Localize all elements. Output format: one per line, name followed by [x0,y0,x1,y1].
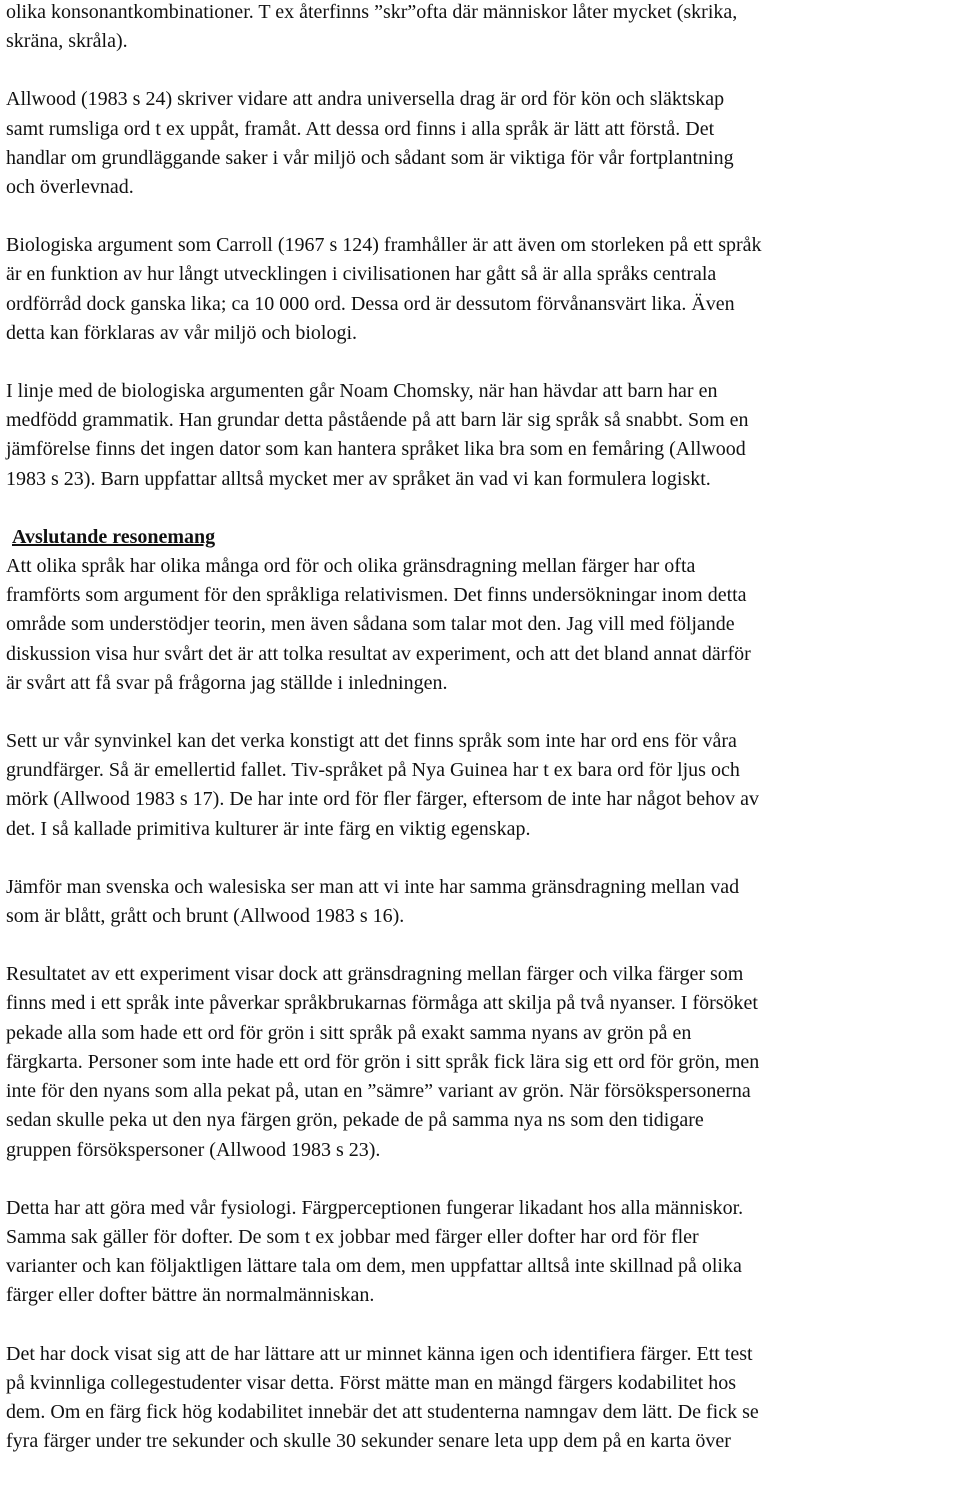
text-line: medfödd grammatik. Han grundar detta påstående på att barn lär sig språk så snabbt. Som en [6,409,749,432]
text-line: och överlevnad. [6,176,134,199]
text-line: samt rumsliga ord t ex uppåt, framåt. Att dessa ord finns i alla språk är lätt att förstå. Det [6,117,715,140]
text-line: mörk (Allwood 1983 s 17). De har inte ord för fler färger, eftersom de inte har något behov av [6,788,760,811]
text-line: jämförelse finns det ingen dator som kan hantera språket lika bra som en femåring (Allwood [6,438,746,461]
text-line: som är blått, grått och brunt (Allwood 1983 s 16). [6,905,405,928]
text-line: färger eller dofter bättre än normalmänniskan. [6,1284,375,1307]
paragraph-1 [6,0,956,56]
section-heading: Avslutande resonemang [12,525,216,548]
text-line: Biologiska argument som Carroll (1967 s 124) framhåller är att även om storleken på ett språk [6,234,762,257]
text-line: gruppen försökspersoner (Allwood 1983 s 23). [6,1138,381,1161]
text-line: är en funktion av hur långt utvecklingen i civilisationen har gått så är alla språks centrala [6,263,717,286]
paragraph-5 [6,552,956,698]
text-line: varianter och kan följaktligen lättare tala om dem, men uppfattar alltså inte skillnad på olika [6,1255,742,1278]
paragraph-8 [6,960,956,1164]
text-line: färgkarta. Personer som inte hade ett ord för grön i sitt språk fick lära sig ett ord för grön, men [6,1050,760,1073]
paragraph-6 [6,727,956,844]
text-line: I linje med de biologiska argumenten går Noam Chomsky, när han hävdar att barn har en [6,380,718,403]
text-line: Samma sak gäller för dofter. De som t ex jobbar med färger eller dofter har ord för fler [6,1225,699,1248]
text-line: Resultatet av ett experiment visar dock att gränsdragning mellan färger och vilka färger som [6,963,744,986]
text-line: Det har dock visat sig att de har lättare att ur minnet känna igen och identifiera färger. Ett test [6,1342,753,1365]
text-line: inte för den nyans som alla pekat på, utan en ”sämre” variant av grön. När försökspersonerna [6,1080,751,1103]
text-line: sedan skulle peka ut den nya färgen grön, pekade de på samma nya ns som den tidigare [6,1109,704,1132]
text-line: dem. Om en färg fick hög kodabilitet innebär det att studenterna namngav dem lätt. De fick se [6,1400,759,1423]
paragraph-9 [6,1194,956,1311]
text-line: framförts som argument för den språkliga relativismen. Det finns undersökningar inom detta [6,584,747,607]
paragraph-10 [6,1340,956,1457]
text-line: ordförråd dock ganska lika; ca 10 000 ord. Dessa ord är dessutom förvånansvärt lika. Även [6,292,735,315]
text-line: finns med i ett språk inte påverkar språkbrukarnas förmåga att skilja på två nyanser. I försöket [6,992,758,1015]
text-line: Att olika språk har olika många ord för och olika gränsdragning mellan färger har ofta [6,555,696,578]
text-line: skräna, skråla). [6,30,128,53]
text-line: på kvinnliga collegestudenter visar detta. Först mätte man en mängd färgers kodabilitet hos [6,1371,736,1394]
text-line: det. I så kallade primitiva kulturer är inte färg en viktig egenskap. [6,817,531,840]
text-line: område som understödjer teorin, men även sådana som talar mot den. Jag vill med följande [6,613,735,636]
text-line: olika konsonantkombinationer. T ex återfinns ”skr”ofta där människor låter mycket (skrika, [6,1,738,23]
paragraph-7 [6,873,956,931]
text-line: Allwood (1983 s 24) skriver vidare att andra universella drag är ord för kön och släktskap [6,88,725,111]
document-page [6,0,956,1485]
paragraph-4 [6,377,956,494]
text-line: diskussion visa hur svårt det är att tolka resultat av experiment, och att det bland annat därför [6,642,751,665]
text-line: detta kan förklaras av vår miljö och biologi. [6,321,358,344]
text-line: Sett ur vår synvinkel kan det verka konstigt att det finns språk som inte har ord ens för våra [6,730,737,753]
text-line: Jämför man svenska och walesiska ser man att vi inte har samma gränsdragning mellan vad [6,875,740,898]
text-line: fyra färger under tre sekunder och skulle 30 sekunder senare leta upp dem på en karta över [6,1430,731,1453]
text-line: pekade alla som hade ett ord för grön i sitt språk på exakt samma nyans av grön på en [6,1021,692,1044]
paragraph-2 [6,85,956,202]
text-line: 1983 s 23). Barn uppfattar alltså mycket mer av språket än vad vi kan formulera logiskt. [6,467,711,490]
text-line: Detta har att göra med vår fysiologi. Färgperceptionen fungerar likadant hos alla människor. [6,1196,744,1219]
text-line: grundfärger. Så är emellertid fallet. Tiv-språket på Nya Guinea har t ex bara ord för ljus och [6,759,740,782]
text-line: handlar om grundläggande saker i vår miljö och sådant som är viktiga för vår fortplantning [6,146,734,169]
text-line: är svårt att få svar på frågorna jag ställde i inledningen. [6,671,448,694]
paragraph-3 [6,231,956,348]
